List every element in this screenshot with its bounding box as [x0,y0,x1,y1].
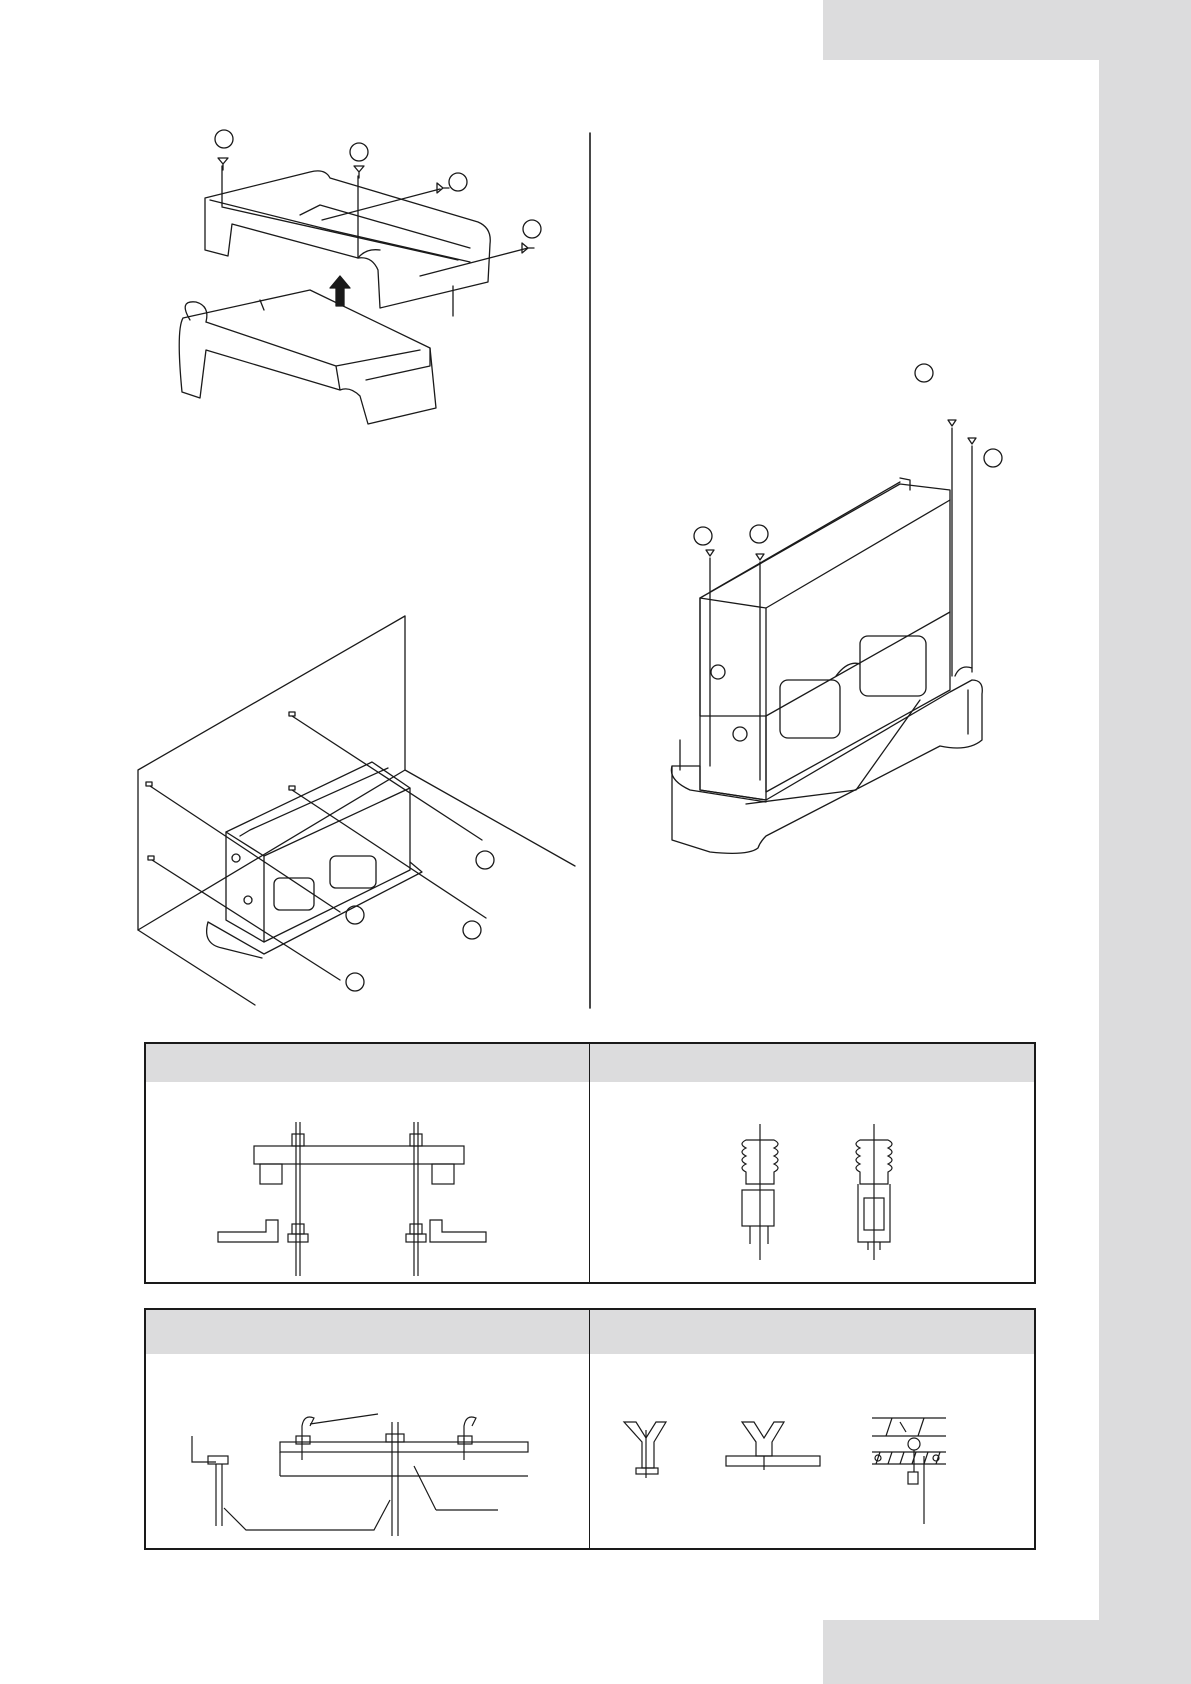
insert-detail [624,1418,946,1524]
ceiling-anchor-table [144,1308,1036,1550]
hanger-bolt-table [144,1042,1036,1284]
front-cover-figure [179,130,541,424]
wall-mounting-figure [138,616,575,1005]
page-edge-tab-bottom [823,1620,1191,1684]
anchor-detail-drawings [146,1310,1034,1548]
anchor-bolt-detail [192,1414,528,1536]
leader-4 [420,248,528,276]
bolt-tie-detail [742,1124,892,1260]
hanger-bolt-detail [218,1122,486,1276]
bolt-detail-drawings [146,1044,1034,1282]
base-attachment-figure [671,364,1002,853]
